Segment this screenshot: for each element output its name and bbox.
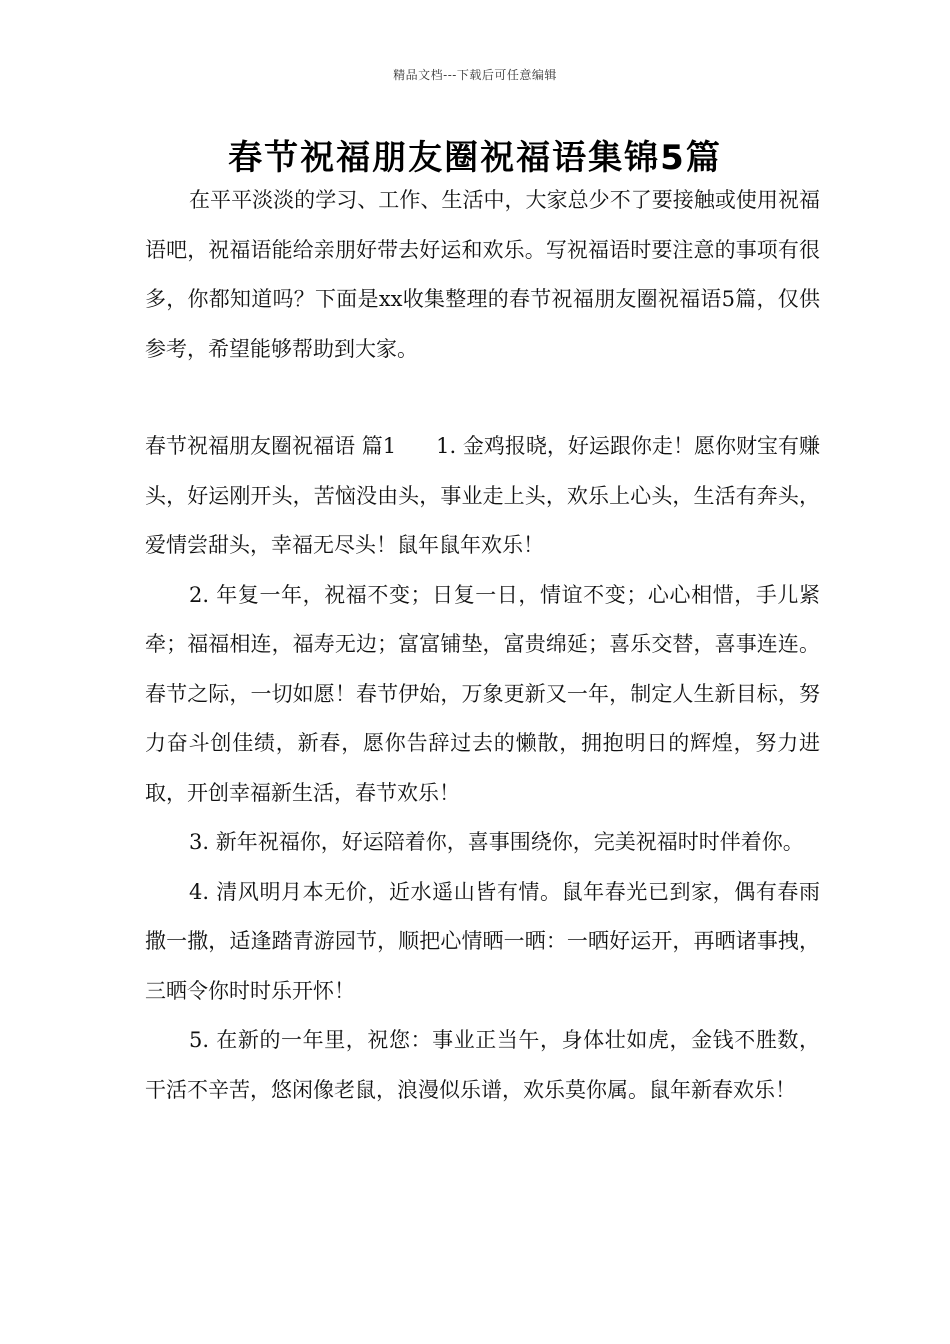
wish-item-5: 5. 在新的一年里，祝您：事业正当午，身体壮如虎，金钱不胜数，干活不辛苦，悠闲像老鼠，浪漫似乐谱，欢乐莫你属。鼠年新春欢乐！	[145, 1028, 820, 1102]
wish-item-1: 1. 金鸡报晓，好运跟你走！愿你财宝有赚头，好运刚开头，苦恼没由头，事业走上头，欢乐上心头，生活有奔头，爱情尝甜头，幸福无尽头！鼠年鼠年欢乐！	[145, 434, 820, 557]
wish-item-3: 3. 新年祝福你，好运陪着你，喜事围绕你，完美祝福时时伴着你。	[189, 830, 804, 854]
wish-item-4: 4. 清风明月本无价，近水遥山皆有情。鼠年春光已到家，偶有春雨撒一撒，适逢踏青游园节，顺把心情晒一晒：一晒好运开，再晒诸事拽，三晒令你时时乐开怀！	[145, 879, 820, 1003]
paragraph-spacer	[145, 374, 820, 422]
wish-item-2: 2. 年复一年，祝福不变；日复一日，情谊不变；心心相惜，手儿紧牵；福福相连，福寿无边；富富铺垫，富贵绵延；喜乐交替，喜事连连。春节之际，一切如愿！春节伊始，万象更新又一年，制定人生新目标，努力奋斗创佳绩，新春，愿你告辞过去的懒散，拥抱明日的辉煌，努力进取，开创幸福新生活，春节欢乐！	[145, 582, 820, 805]
document-title: 春节祝福朋友圈祝福语集锦5篇	[228, 138, 722, 178]
section-label: 春节祝福朋友圈祝福语 篇1	[145, 434, 397, 458]
document-body	[145, 176, 820, 1115]
header-note: 精品文档---下载后可任意编辑	[393, 68, 557, 82]
intro-paragraph: 在平平淡淡的学习、工作、生活中，大家总少不了要接触或使用祝福语吧，祝福语能给亲朋好带去好运和欢乐。写祝福语时要注意的事项有很多，你都知道吗？下面是xx收集整理的春节祝福朋友圈祝福语5篇，仅供参考，希望能够帮助到大家。	[145, 188, 820, 361]
section-paragraph-1	[145, 422, 820, 571]
